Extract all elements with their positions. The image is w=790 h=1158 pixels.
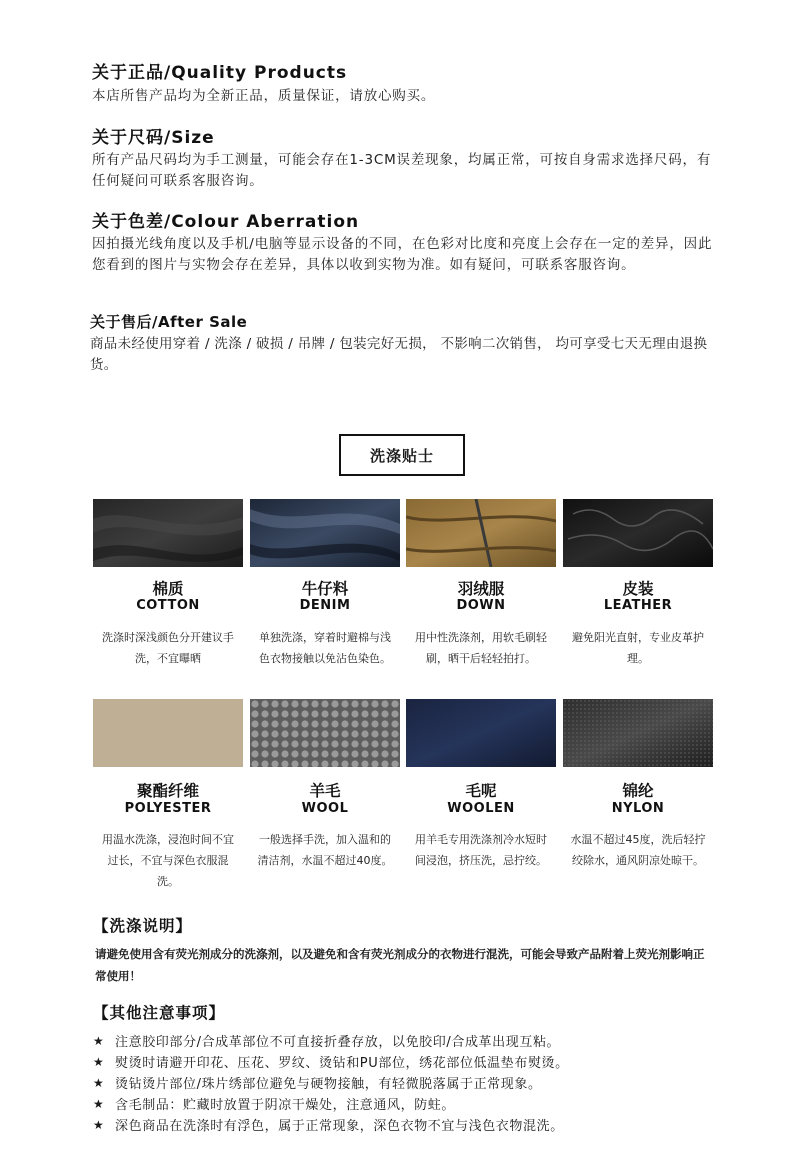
fabric-cn-cotton: 棉质	[152, 580, 184, 598]
fabric-en-woolen: WOOLEN	[447, 801, 515, 816]
note-item	[93, 1030, 713, 1051]
fabric-cn-denim: 牛仔料	[301, 580, 349, 598]
other-notes-list	[93, 1030, 713, 1135]
wool-swatch-image	[250, 699, 400, 767]
note-text: 深色商品在洗涤时有浮色，属于正常现象，深色衣物不宜与浅色衣物混洗。	[115, 1119, 564, 1134]
fabric-cn-nylon: 锦纶	[622, 782, 654, 800]
section-body-quality: 本店所售产品均为全新正品，质量保证，请放心购买。	[92, 88, 436, 104]
fabric-care-cotton: 洗涤时深浅颜色分开建议手洗，不宜曝晒	[102, 631, 234, 665]
fabric-care-polyester: 用温水洗涤，浸泡时间不宜过长，不宜与深色衣服混洗。	[102, 833, 234, 888]
section-title-size: 关于尺码/Size	[92, 128, 215, 148]
fabric-cn-leather: 皮装	[622, 580, 654, 598]
fabric-en-nylon: NYLON	[611, 801, 665, 816]
cotton-swatch-image	[93, 499, 243, 567]
fabric-cn-woolen: 毛呢	[465, 782, 497, 800]
denim-swatch-image	[250, 499, 400, 567]
section-body-colour: 因拍摄光线角度以及手机/电脑等显示设备的不同，在色彩对比度和亮度上会存在一定的差异，因此您看到的图片与实物会存在差异，具体以收到实物为准。如有疑问，可联系客服咨询。	[92, 236, 713, 273]
star-icon: ★	[93, 1117, 105, 1132]
fabric-en-cotton: COTTON	[136, 598, 200, 613]
down-swatch-image	[406, 499, 556, 567]
section-title-aftersale: 关于售后/After Sale	[90, 313, 248, 331]
fabric-cn-down: 羽绒服	[457, 580, 505, 598]
fabric-cn-wool: 羊毛	[309, 782, 341, 800]
star-icon: ★	[93, 1096, 105, 1111]
fabric-care-denim: 单独洗涤，穿着时避棉与浅色衣物接触以免沾色染色。	[259, 631, 391, 665]
fabric-en-leather: LEATHER	[603, 598, 673, 613]
note-text: 熨烫时请避开印花、压花、罗纹、烫钻和PU部位，绣花部位低温垫布熨烫。	[115, 1056, 569, 1071]
note-text: 烫钻烫片部位/珠片绣部位避免与硬物接触，有轻微脱落属于正常现象。	[115, 1077, 542, 1092]
note-item	[93, 1093, 713, 1114]
polyester-swatch-image	[93, 699, 243, 767]
section-body-size: 所有产品尺码均为手工测量，可能会存在1-3CM误差现象，均属正常，可按自身需求选择尺码，有任何疑问可联系客服咨询。	[92, 152, 712, 189]
section-title-colour: 关于色差/Colour Aberration	[92, 212, 360, 232]
fabric-care-leather: 避免阳光直射，专业皮革护理。	[572, 631, 704, 665]
fabric-care-wool: 一般选择手洗，加入温和的清洁剂，水温不超过40度。	[257, 833, 393, 867]
fabric-care-woolen: 用羊毛专用洗涤剂冷水短时间浸泡，挤压洗，忌拧绞。	[415, 833, 547, 867]
wash-instructions-title: 【洗涤说明】	[93, 917, 193, 935]
note-item	[93, 1114, 713, 1135]
note-item	[93, 1051, 713, 1072]
fabric-en-denim: DENIM	[299, 598, 351, 613]
leather-swatch-image	[563, 499, 713, 567]
nylon-swatch-image	[563, 699, 713, 767]
note-text: 注意胶印部分/合成革部位不可直接折叠存放，以免胶印/合成革出现互粘。	[115, 1035, 561, 1050]
note-item	[93, 1072, 713, 1093]
note-text: 含毛制品：贮藏时放置于阴凉干燥处，注意通风，防蛀。	[115, 1098, 456, 1113]
star-icon: ★	[93, 1054, 105, 1069]
fabric-en-down: DOWN	[456, 598, 506, 613]
fabric-care-nylon: 水温不超过45度，洗后轻拧绞除水，通风阴凉处晾干。	[570, 833, 706, 867]
fabric-care-down: 用中性洗涤剂，用软毛刷轻刷，晒干后轻轻拍打。	[415, 631, 547, 665]
washing-tips-title: 洗涤贴士	[339, 434, 465, 476]
section-body-aftersale: 商品未经使用穿着 / 洗涤 / 破损 / 吊牌 / 包装完好无损， 不影响二次销售， 均可享受七天无理由退换货。	[90, 336, 708, 373]
fabric-en-wool: WOOL	[301, 801, 349, 816]
star-icon: ★	[93, 1075, 105, 1090]
woolen-swatch-image	[406, 699, 556, 767]
fabric-cn-polyester: 聚酯纤维	[136, 782, 199, 800]
star-icon: ★	[93, 1033, 105, 1048]
section-title-quality: 关于正品/Quality Products	[92, 63, 348, 83]
fabric-en-polyester: POLYESTER	[124, 801, 212, 816]
wash-instructions-text: 请避免使用含有荧光剂成分的洗涤剂，以及避免和含有荧光剂成分的衣物进行混洗，可能会导致产品附着上荧光剂影响正常使用！	[95, 947, 705, 983]
other-notes-title: 【其他注意事项】	[93, 1004, 226, 1022]
